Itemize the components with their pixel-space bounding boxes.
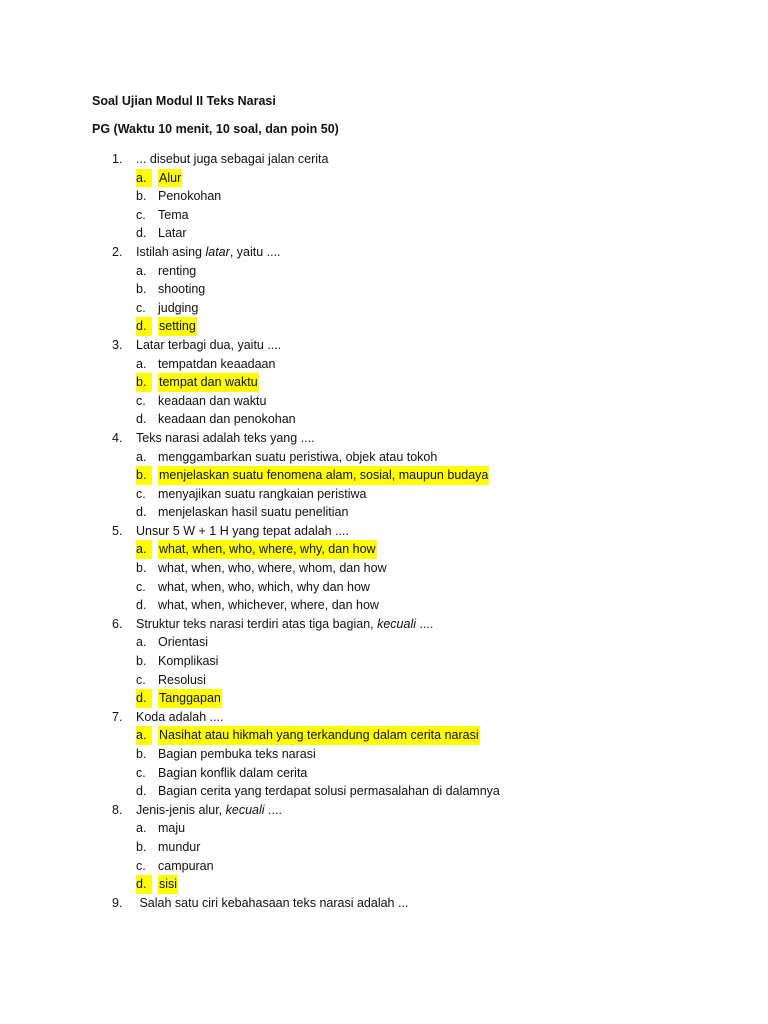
option-letter: b.: [136, 561, 147, 576]
question-item: [0, 615, 768, 634]
option-letter: c.: [136, 486, 146, 501]
option-text: Penokohan: [158, 189, 222, 204]
option-letter: a.: [136, 169, 152, 188]
option-letter: b.: [136, 747, 147, 761]
option-letter: a.: [136, 726, 152, 745]
option-text: keadaan dan waktu: [158, 393, 267, 408]
answer-option: [0, 652, 768, 671]
option-text: Orientasi: [158, 635, 209, 650]
question-text-segment: Struktur teks narasi terdiri atas tiga bagian,: [136, 616, 378, 631]
option-letter: b.: [136, 466, 152, 485]
option-text: Latar: [158, 226, 187, 241]
question-number: 5.: [112, 523, 123, 538]
question-text: [136, 801, 282, 820]
option-letter: a.: [136, 821, 147, 836]
option-text: tempat dan waktu: [158, 373, 259, 392]
answer-option-correct: [0, 875, 768, 894]
option-text: Bagian pembuka teks narasi: [158, 747, 316, 761]
question-text: [136, 336, 281, 355]
option-text: maju: [158, 821, 186, 836]
answer-option: [0, 578, 768, 597]
answer-option-correct: [0, 169, 768, 188]
answer-option: [0, 857, 768, 876]
option-letter: d.: [136, 226, 147, 241]
question-text-segment: Koda adalah ....: [136, 709, 224, 724]
answer-option: [0, 280, 768, 299]
option-text: judging: [158, 300, 199, 315]
answer-option: [0, 745, 768, 764]
question-text-segment: ....: [416, 616, 434, 631]
question-text: [136, 150, 329, 169]
answer-option: [0, 596, 768, 615]
question-text: [136, 429, 315, 448]
option-letter: b.: [136, 654, 147, 669]
option-text: Tanggapan: [158, 689, 222, 708]
answer-option: [0, 633, 768, 652]
option-text: Resolusi: [158, 672, 206, 687]
option-text: tempatdan keaadaan: [158, 356, 276, 371]
question-text: [136, 522, 349, 541]
option-letter: d.: [136, 505, 147, 520]
question-number: 9.: [112, 895, 123, 910]
option-letter: a.: [136, 263, 147, 278]
question-number: 6.: [112, 616, 123, 631]
answer-option-correct: [0, 689, 768, 708]
question-text-segment: ....: [264, 802, 282, 817]
answer-option: [0, 485, 768, 504]
option-letter: d.: [136, 598, 147, 613]
option-text: what, when, who, where, why, dan how: [158, 540, 377, 559]
answer-option: [0, 392, 768, 411]
option-text: menjelaskan suatu fenomena alam, sosial, maupun budaya: [158, 466, 489, 485]
question-text-segment: Istilah asing: [136, 244, 206, 259]
answer-option-correct: [0, 726, 768, 745]
option-letter: a.: [136, 540, 152, 559]
answer-option: [0, 187, 768, 206]
option-letter: a.: [136, 449, 147, 464]
answer-option: [0, 671, 768, 690]
option-text: Komplikasi: [158, 654, 219, 669]
question-item: [0, 522, 768, 541]
question-number: 4.: [112, 430, 123, 445]
answer-option: [0, 206, 768, 225]
answer-option: [0, 782, 768, 801]
option-text: keadaan dan penokohan: [158, 412, 296, 427]
question-item: [0, 336, 768, 355]
question-number: 1.: [112, 152, 123, 166]
option-letter: a.: [136, 356, 147, 371]
question-list: [0, 150, 768, 912]
answer-option: [0, 448, 768, 467]
answer-option: [0, 559, 768, 578]
answer-option: [0, 262, 768, 281]
option-text: mundur: [158, 839, 201, 854]
option-text: Alur: [158, 169, 182, 188]
question-text-segment: , yaitu ....: [229, 244, 281, 259]
question-number: 8.: [112, 802, 123, 817]
question-item: [0, 150, 768, 169]
option-letter: b.: [136, 373, 152, 392]
question-text-segment: Latar terbagi dua, yaitu ....: [136, 337, 282, 352]
option-text: Bagian konflik dalam cerita: [158, 765, 308, 780]
question-text-segment: Salah satu ciri kebahasaan teks narasi adalah ...: [136, 895, 409, 910]
option-letter: d.: [136, 317, 152, 336]
answer-option: [0, 838, 768, 857]
answer-option-correct: [0, 540, 768, 559]
question-text-segment: ... disebut juga sebagai jalan cerita: [136, 152, 329, 166]
option-letter: b.: [136, 839, 147, 854]
option-letter: d.: [136, 412, 147, 427]
option-letter: d.: [136, 875, 152, 894]
answer-option-correct: [0, 317, 768, 336]
option-text: Nasihat atau hikmah yang terkandung dalam cerita narasi: [158, 726, 480, 745]
option-text: what, when, whichever, where, dan how: [158, 598, 379, 613]
answer-option: [0, 410, 768, 429]
option-text: Tema: [158, 207, 189, 222]
option-text: sisi: [158, 875, 178, 894]
answer-option: [0, 819, 768, 838]
question-text-segment: Teks narasi adalah teks yang ....: [136, 430, 315, 445]
option-letter: c.: [136, 765, 146, 780]
question-item: [0, 894, 768, 913]
question-number: 3.: [112, 337, 123, 352]
question-text: [136, 894, 408, 913]
option-text: menyajikan suatu rangkaian peristiwa: [158, 486, 367, 501]
option-text: what, when, who, where, whom, dan how: [158, 561, 387, 576]
option-letter: d.: [136, 784, 147, 799]
question-number: 2.: [112, 244, 123, 259]
option-letter: c.: [136, 858, 146, 873]
question-item: [0, 243, 768, 262]
option-letter: c.: [136, 579, 146, 594]
option-letter: b.: [136, 282, 147, 297]
question-text-italic: kecuali: [377, 616, 417, 631]
question-text: [136, 708, 224, 727]
option-letter: b.: [136, 189, 147, 204]
option-letter: c.: [136, 300, 146, 315]
document-subtitle: PG (Waktu 10 menit, 10 soal, dan poin 50): [92, 122, 339, 136]
question-text-italic: kecuali: [225, 802, 265, 817]
option-text: setting: [158, 317, 197, 336]
option-text: shooting: [158, 282, 206, 297]
answer-option-correct: [0, 466, 768, 485]
option-text: Bagian cerita yang terdapat solusi permasalahan di dalamnya: [158, 784, 500, 799]
option-text: what, when, who, which, why dan how: [158, 579, 370, 594]
question-item: [0, 801, 768, 820]
question-text: [136, 615, 433, 634]
option-letter: c.: [136, 207, 146, 222]
answer-option: [0, 503, 768, 522]
question-text-segment: Unsur 5 W + 1 H yang tepat adalah ....: [136, 523, 349, 538]
question-item: [0, 429, 768, 448]
question-text-segment: Jenis-jenis alur,: [136, 802, 226, 817]
question-item: [0, 708, 768, 727]
option-text: menggambarkan suatu peristiwa, objek atau tokoh: [158, 449, 438, 464]
option-letter: c.: [136, 393, 146, 408]
document-title: Soal Ujian Modul II Teks Narasi: [92, 94, 276, 108]
question-text: [136, 243, 281, 262]
option-letter: c.: [136, 672, 146, 687]
question-number: 7.: [112, 709, 123, 724]
answer-option: [0, 224, 768, 243]
option-letter: d.: [136, 689, 152, 708]
answer-option: [0, 299, 768, 318]
answer-option-correct: [0, 373, 768, 392]
option-letter: a.: [136, 635, 147, 650]
option-text: campuran: [158, 858, 214, 873]
option-text: renting: [158, 263, 197, 278]
answer-option: [0, 764, 768, 783]
option-text: menjelaskan hasil suatu penelitian: [158, 505, 349, 520]
question-text-italic: latar: [205, 244, 230, 259]
answer-option: [0, 355, 768, 374]
